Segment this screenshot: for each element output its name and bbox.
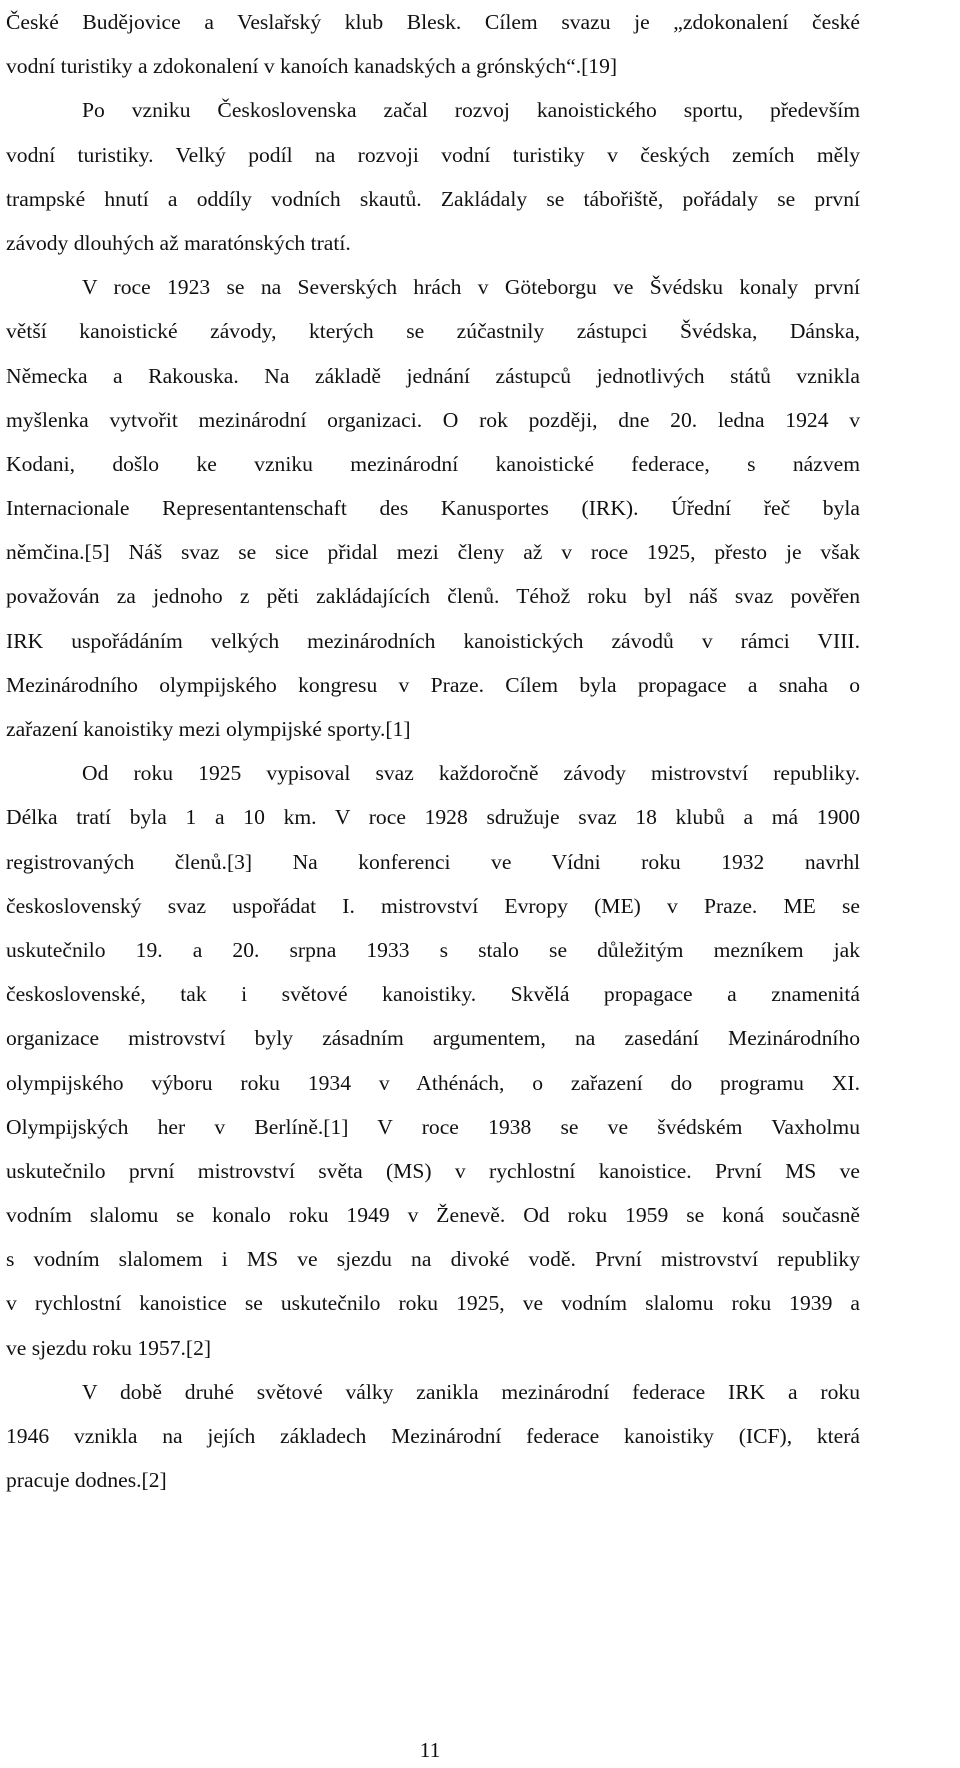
text-line: trampské hnutí a oddíly vodních skautů. Zakládaly se tábořiště, pořádaly se první [6, 186, 860, 211]
text-line: myšlenka vytvořit mezinárodní organizaci. O rok později, dne 20. ledna 1924 v [6, 407, 860, 432]
text-line: zařazení kanoistiky mezi olympijské sporty.[1] [6, 717, 411, 741]
body-text [6, 0, 860, 1502]
text-line: vodní turistiky. Velký podíl na rozvoji vodní turistiky v českých zemích měly [6, 142, 860, 167]
text-line: vodním slalomu se konalo roku 1949 v Ženevě. Od roku 1959 se koná současně [6, 1203, 860, 1228]
text-line: s vodním slalomem i MS ve sjezdu na divoké vodě. První mistrovství republiky [6, 1247, 860, 1272]
document-page [6, 0, 860, 1502]
text-line: československé, tak i světové kanoistiky. Skvělá propagace a znamenitá [6, 982, 860, 1007]
text-line: větší kanoistické závody, kterých se zúčastnily zástupci Švédska, Dánska, [6, 319, 860, 344]
text-line: IRK uspořádáním velkých mezinárodních kanoistických závodů v rámci VIII. [6, 628, 860, 653]
text-line: Délka tratí byla 1 a 10 km. V roce 1928 sdružuje svaz 18 klubů a má 1900 [6, 805, 860, 830]
text-line: závody dlouhých až maratónských tratí. [6, 230, 351, 255]
text-line: pracuje dodnes.[2] [6, 1468, 167, 1493]
text-line: uskutečnilo první mistrovství světa (MS) v rychlostní kanoistice. První MS ve [6, 1158, 860, 1183]
text-line: olympijského výboru roku 1934 v Athénách, o zařazení do programu XI. [6, 1070, 860, 1095]
text-line: uskutečnilo 19. a 20. srpna 1933 s stalo se důležitým mezníkem jak [6, 937, 860, 962]
text-line: považován za jednoho z pěti zakládajících členů. Téhož roku byl náš svaz pověřen [6, 584, 860, 609]
text-line: 1946 vznikla na jejích základech Mezinárodní federace kanoistiky (ICF), která [6, 1424, 860, 1448]
text-line: Po vzniku Československa začal rozvoj kanoistického sportu, především [82, 98, 860, 123]
page-number: 11 [419, 1738, 441, 1762]
text-line: Od roku 1925 vypisoval svaz každoročně závody mistrovství republiky. [82, 761, 860, 786]
text-line: vodní turistiky a zdokonalení v kanoích kanadských a grónských“.[19] [6, 54, 618, 79]
text-line: registrovaných členů.[3] Na konferenci ve Vídni roku 1932 navrhl [6, 849, 860, 874]
text-line: Kodani, došlo ke vzniku mezinárodní kanoistické federace, s názvem [6, 451, 860, 476]
text-line: Internacionale Representantenschaft des Kanusportes (IRK). Úřední řeč byla [6, 496, 860, 521]
text-line: organizace mistrovství byly zásadním argumentem, na zasedání Mezinárodního [6, 1026, 860, 1051]
text-line: němčina.[5] Náš svaz se sice přidal mezi členy až v roce 1925, přesto je však [6, 540, 860, 565]
text-line: ve sjezdu roku 1957.[2] [6, 1335, 212, 1360]
text-line: V době druhé světové války zanikla mezinárodní federace IRK a roku [82, 1379, 860, 1404]
text-line: V roce 1923 se na Severských hrách v Göteborgu ve Švédsku konaly první [82, 275, 860, 300]
text-line: České Budějovice a Veslařský klub Blesk. Cílem svazu je „zdokonalení české [6, 10, 860, 34]
text-line: Mezinárodního olympijského kongresu v Praze. Cílem byla propagace a snaha o [6, 672, 860, 697]
text-line: Olympijských her v Berlíně.[1] V roce 1938 se ve švédském Vaxholmu [6, 1114, 860, 1139]
text-line: československý svaz uspořádat I. mistrovství Evropy (ME) v Praze. ME se [6, 893, 860, 918]
text-line: Německa a Rakouska. Na základě jednání zástupců jednotlivých států vznikla [6, 363, 860, 388]
text-line: v rychlostní kanoistice se uskutečnilo roku 1925, ve vodním slalomu roku 1939 a [6, 1291, 860, 1316]
